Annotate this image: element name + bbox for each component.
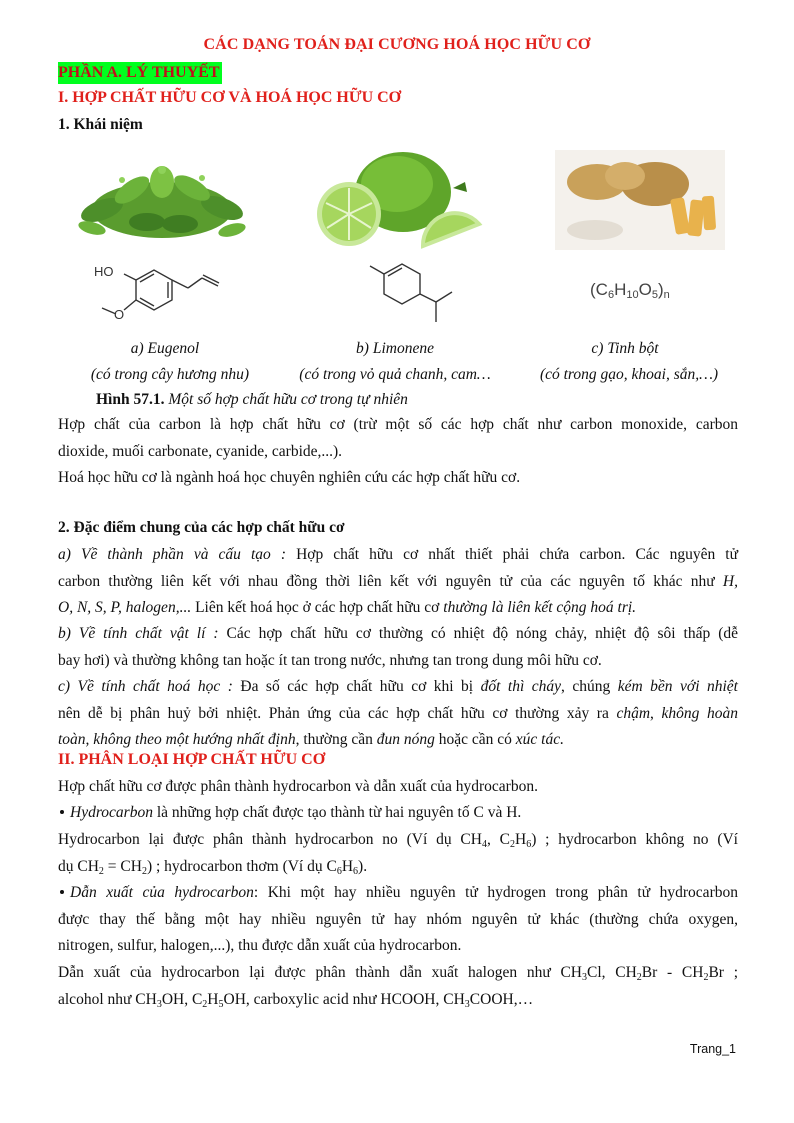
page-number: Trang_1	[689, 1042, 736, 1056]
eugenol-o-label: O	[114, 307, 125, 322]
doc-title: CÁC DẠNG TOÁN ĐẠI CƯƠNG HOÁ HỌC HỮU CƠ	[203, 36, 591, 53]
paragraph-composition: a) Về thành phần và cấu tạo : Hợp chất hữu cơ nhất thiết phải chứa carbon. Các nguyên tử carbon thường liên kết với nhau đồng thời liên kết với nguyên tử của các nguyên tố khác như H, O, N, S, P, halogen,... Liên kết hoá học ở các hợp chất hữu cơ thường là liên kết cộng hoá trị.	[58, 546, 739, 616]
section-1-heading: I. HỢP CHẤT HỮU CƠ VÀ HOÁ HỌC HỮU CƠ	[58, 89, 402, 106]
eugenol-structure	[88, 262, 248, 330]
figure-caption-number: Hình 57.1.	[96, 391, 165, 408]
figure-note-a: (có trong cây hương nhu)	[90, 366, 250, 383]
paragraph-organic-chemistry: Hoá học hữu cơ là ngành hoá học chuyên nghiên cứu các hợp chất hữu cơ.	[58, 469, 521, 486]
chemical-label: c) Về tính chất hoá học :	[58, 678, 233, 695]
paragraph-chemical-properties: c) Về tính chất hoá học : Đa số các hợp chất hữu cơ khi bị đốt thì cháy, chúng kém bền với nhiệt nên dễ bị phân huỷ bởi nhiệt. Phản ứng của các hợp chất hữu cơ thường xảy ra chậm, không hoàn toàn, không theo một hướng nhất định, thường cần đun nóng hoặc cần có xúc tác.	[58, 678, 738, 748]
potato-pasta-image	[555, 150, 725, 250]
paragraph-hydrocarbon-types: Hydrocarbon lại được phân thành hydrocarbon no (Ví dụ $CH_4$, $C_2H_6$) ; hydrocarbon không no (Ví dụ $CH_2 = CH_2$) ; hydrocarbon thơm (Ví dụ $C_6H_6$).	[58, 831, 738, 877]
paragraph-physical-properties: b) Về tính chất vật lí : Các hợp chất hữu cơ thường có nhiệt độ nóng chảy, nhiệt độ sôi thấp (dễ bay hơi) và thường không tan hoặc ít tan trong nước, nhưng tan trong dung môi hữu cơ.	[58, 625, 738, 669]
figure-caption	[96, 391, 408, 409]
bullet-hydrocarbon: Hydrocarbon là những hợp chất được tạo thành từ hai nguyên tố C và H.	[58, 800, 738, 827]
starch-formula: $(C_6H_{10}O_5)_n$	[590, 280, 670, 301]
figure-label-c: c) Tinh bột	[591, 340, 659, 357]
subsection-1-heading: 1. Khái niệm	[58, 116, 143, 133]
figure-label-a: a) Eugenol	[130, 340, 200, 357]
limonene-structure	[360, 258, 460, 328]
figure-note-c: (có trong gạo, khoai, sắn,…)	[539, 366, 719, 383]
part-a-heading: PHẦN A. LÝ THUYẾT	[58, 62, 222, 84]
paragraph-line: Hợp chất của carbon là hợp chất hữu cơ (trừ một số các hợp chất như carbon monoxide, carbon	[58, 416, 738, 433]
paragraph-organic-compound	[58, 412, 738, 465]
physical-label: b) Về tính chất vật lí :	[58, 625, 219, 642]
section-2-heading: II. PHÂN LOẠI HỢP CHẤT HỮU CƠ	[58, 751, 326, 768]
paragraph-classification: Hợp chất hữu cơ được phân thành hydrocarbon và dẫn xuất của hydrocarbon.	[58, 778, 538, 795]
paragraph-derivative-types: Dẫn xuất của hydrocarbon lại được phân thành dẫn xuất halogen như $CH_3Cl$, $CH_2Br - CH_2Br$ ; alcohol như $CH_3OH$, $C_2H_5OH$, carboxylic acid như HCOOH, $CH_3COOH,\dots$	[58, 964, 739, 1010]
figure-caption-text: Một số hợp chất hữu cơ trong tự nhiên	[164, 391, 408, 408]
figure-note-b: (có trong vỏ quả chanh, cam…	[299, 366, 491, 383]
bullet-icon	[60, 810, 64, 814]
bullet-derivatives: Dẫn xuất của hydrocarbon: Khi một hay nhiều nguyên tử hydrogen trong phân tử hydrocarbon được thay thế bằng một hay nhiều nguyên tử hay nhóm nguyên tử khác (thường chứa oxygen, nitrogen, sulfur, halogen,...), thu được dẫn xuất của hydrocarbon.	[58, 884, 738, 954]
bullet-icon	[60, 890, 64, 894]
subsection-2-heading: 2. Đặc điểm chung của các hợp chất hữu cơ	[58, 519, 345, 536]
paragraph-line: dioxide, muối carbonate, cyanide, carbide,...).	[58, 442, 343, 460]
lime-image	[305, 148, 483, 252]
composition-label: a) Về thành phần và cấu tạo :	[58, 546, 286, 563]
figure-label-b: b) Limonene	[356, 340, 434, 357]
basil-image	[62, 160, 262, 252]
eugenol-ho-label: HO	[94, 264, 114, 279]
